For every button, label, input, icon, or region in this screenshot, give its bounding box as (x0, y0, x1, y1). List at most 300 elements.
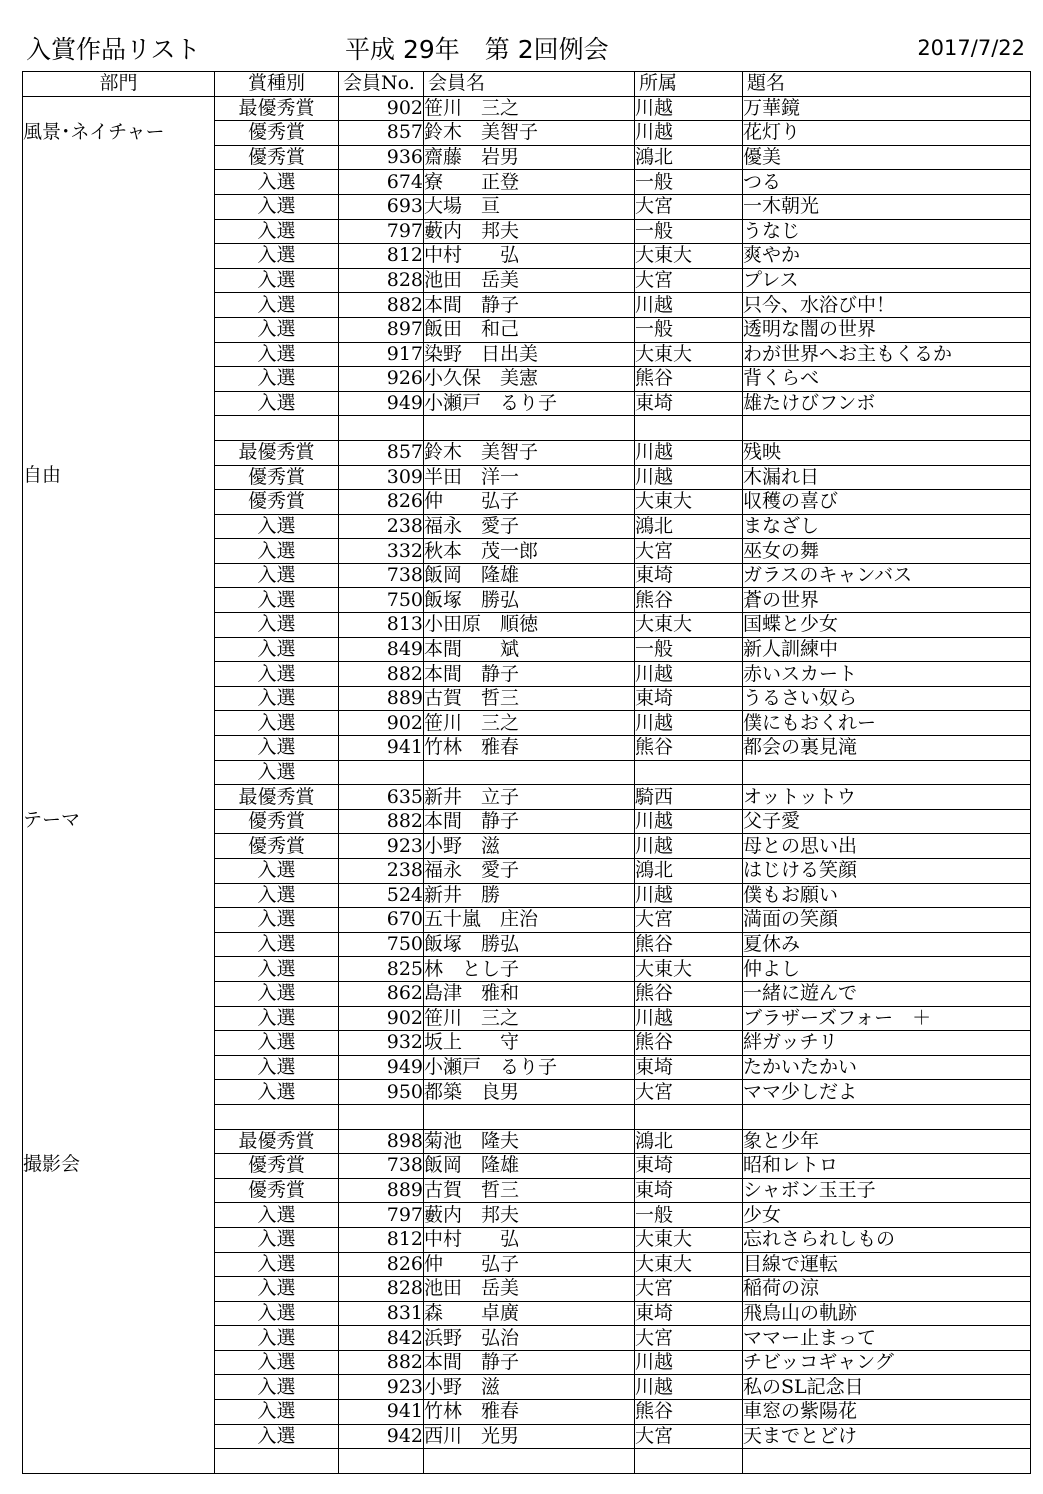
cell-title: 新人訓練中 (743, 637, 1031, 662)
cell-award: 最優秀賞 (215, 440, 339, 465)
cell-award: 入選 (215, 563, 339, 588)
cell-title: うなじ (743, 219, 1031, 244)
cell-name: 菊池 隆夫 (424, 1129, 635, 1154)
cell-title: 車窓の紫陽花 (743, 1400, 1031, 1425)
cell-num: 238 (339, 514, 424, 539)
cell-title: 私のSL記念日 (743, 1375, 1031, 1400)
cell-num: 882 (339, 1350, 424, 1375)
cell-name: 笹川 三之 (424, 711, 635, 736)
page-header (0, 0, 1043, 70)
cell-aff (635, 416, 743, 441)
cell-aff: 川越 (635, 440, 743, 465)
cell-name: 飯岡 隆雄 (424, 1154, 635, 1179)
cell-title: ママー止まって (743, 1326, 1031, 1351)
table-row (23, 440, 1031, 465)
cell-name: 森 卓廣 (424, 1301, 635, 1326)
cell-title: オットットウ (743, 785, 1031, 810)
cell-title (743, 1104, 1031, 1129)
cell-aff: 川越 (635, 834, 743, 859)
cell-award: 入選 (215, 662, 339, 687)
cell-name: 古賀 哲三 (424, 1178, 635, 1203)
section-dept-label: テーマ (23, 808, 81, 831)
cell-award: 入選 (215, 981, 339, 1006)
cell-aff: 川越 (635, 1350, 743, 1375)
cell-num: 949 (339, 1055, 424, 1080)
cell-aff: 大東大 (635, 244, 743, 269)
cell-title (743, 416, 1031, 441)
cell-title: 夏休み (743, 932, 1031, 957)
cell-award: 入選 (215, 194, 339, 219)
cell-num: 635 (339, 785, 424, 810)
meeting-title: 平成 29年 第 2回例会 (345, 35, 609, 64)
cell-name: 五十嵐 庄治 (424, 908, 635, 933)
cell-title: 目線で運転 (743, 1252, 1031, 1277)
cell-name: 飯田 和己 (424, 317, 635, 342)
cell-award: 入選 (215, 244, 339, 269)
cell-award: 入選 (215, 736, 339, 761)
cell-award: 入選 (215, 1326, 339, 1351)
cell-award: 優秀賞 (215, 809, 339, 834)
cell-aff: 東埼 (635, 1055, 743, 1080)
cell-name: 島津 雅和 (424, 981, 635, 1006)
cell-num: 797 (339, 1203, 424, 1228)
cell-title: うるさい奴ら (743, 686, 1031, 711)
cell-award: 最優秀賞 (215, 96, 339, 121)
cell-title: 蒼の世界 (743, 588, 1031, 613)
cell-aff: 鴻北 (635, 1129, 743, 1154)
cell-aff: 東埼 (635, 686, 743, 711)
column-header-num: 会員No. (339, 72, 424, 97)
cell-aff: 東埼 (635, 563, 743, 588)
cell-num: 936 (339, 145, 424, 170)
cell-num: 738 (339, 563, 424, 588)
cell-title: ブラザーズフォー ＋ (743, 1006, 1031, 1031)
cell-title: まなざし (743, 514, 1031, 539)
cell-name: 飯塚 勝弘 (424, 588, 635, 613)
cell-award: 入選 (215, 1031, 339, 1056)
cell-num: 898 (339, 1129, 424, 1154)
cell-name: 半田 洋一 (424, 465, 635, 490)
cell-aff (635, 1449, 743, 1474)
cell-aff: 川越 (635, 809, 743, 834)
cell-award: 入選 (215, 514, 339, 539)
cell-num: 750 (339, 932, 424, 957)
cell-name: 小田原 順徳 (424, 613, 635, 638)
cell-award: 入選 (215, 883, 339, 908)
cell-award: 入選 (215, 1301, 339, 1326)
cell-aff: 一般 (635, 317, 743, 342)
cell-title: 雄たけびフンボ (743, 391, 1031, 416)
cell-name: 新井 勝 (424, 883, 635, 908)
cell-award: 入選 (215, 539, 339, 564)
cell-name: 齋藤 岩男 (424, 145, 635, 170)
cell-title: 少女 (743, 1203, 1031, 1228)
cell-aff: 大宮 (635, 1424, 743, 1449)
cell-aff: 川越 (635, 1006, 743, 1031)
cell-num: 826 (339, 1252, 424, 1277)
cell-aff: 東埼 (635, 1301, 743, 1326)
cell-aff: 大東大 (635, 1227, 743, 1252)
cell-name: 本間 斌 (424, 637, 635, 662)
cell-name: 小野 滋 (424, 834, 635, 859)
cell-num: 941 (339, 736, 424, 761)
cell-award: 入選 (215, 1080, 339, 1105)
cell-num: 238 (339, 859, 424, 884)
cell-aff: 熊谷 (635, 1031, 743, 1056)
cell-num: 923 (339, 1375, 424, 1400)
table-row (23, 785, 1031, 810)
cell-title: 絆ガッチリ (743, 1031, 1031, 1056)
column-header-aff: 所属 (635, 72, 743, 97)
cell-name: 福永 愛子 (424, 859, 635, 884)
cell-award: 入選 (215, 1252, 339, 1277)
cell-num: 674 (339, 170, 424, 195)
cell-num: 897 (339, 317, 424, 342)
cell-name: 本間 静子 (424, 662, 635, 687)
cell-award: 優秀賞 (215, 465, 339, 490)
cell-aff: 騎西 (635, 785, 743, 810)
cell-title: 赤いスカート (743, 662, 1031, 687)
cell-num: 950 (339, 1080, 424, 1105)
cell-aff: 熊谷 (635, 367, 743, 392)
cell-num (339, 1104, 424, 1129)
cell-award: 入選 (215, 1350, 339, 1375)
cell-num: 862 (339, 981, 424, 1006)
cell-num: 738 (339, 1154, 424, 1179)
cell-award: 入選 (215, 293, 339, 318)
cell-award: 優秀賞 (215, 145, 339, 170)
cell-aff: 川越 (635, 1375, 743, 1400)
cell-title: 僕にもおくれー (743, 711, 1031, 736)
document-date: 2017/7/22 (917, 36, 1025, 60)
cell-award: 入選 (215, 1424, 339, 1449)
cell-name: 飯塚 勝弘 (424, 932, 635, 957)
cell-name: 本間 静子 (424, 809, 635, 834)
cell-name: 池田 岳美 (424, 1277, 635, 1302)
section-dept-label: 風景･ネイチャー (23, 120, 165, 143)
cell-name: 林 とし子 (424, 957, 635, 982)
table-body (23, 96, 1031, 1473)
header-row (23, 72, 1031, 97)
cell-num: 857 (339, 121, 424, 146)
cell-name: 中村 弘 (424, 244, 635, 269)
cell-title: 透明な闇の世界 (743, 317, 1031, 342)
cell-name: 都築 良男 (424, 1080, 635, 1105)
cell-aff: 大宮 (635, 539, 743, 564)
cell-title: チビッコギャング (743, 1350, 1031, 1375)
cell-name: 小瀬戸 るり子 (424, 391, 635, 416)
cell-title: 背くらべ (743, 367, 1031, 392)
cell-aff: 熊谷 (635, 981, 743, 1006)
cell-title: 満面の笑顔 (743, 908, 1031, 933)
cell-title: 母との思い出 (743, 834, 1031, 859)
cell-award: 入選 (215, 1227, 339, 1252)
cell-title (743, 1449, 1031, 1474)
cell-award: 入選 (215, 957, 339, 982)
cell-num: 889 (339, 1178, 424, 1203)
cell-award: 入選 (215, 170, 339, 195)
cell-num: 942 (339, 1424, 424, 1449)
cell-title: つる (743, 170, 1031, 195)
cell-aff: 大東大 (635, 613, 743, 638)
cell-name: 小野 滋 (424, 1375, 635, 1400)
cell-award: 入選 (215, 908, 339, 933)
cell-award: 入選 (215, 342, 339, 367)
cell-title: 忘れさられしもの (743, 1227, 1031, 1252)
cell-name: 藪内 邦夫 (424, 1203, 635, 1228)
cell-award: 入選 (215, 932, 339, 957)
cell-award: 入選 (215, 1400, 339, 1425)
cell-award (215, 1104, 339, 1129)
cell-aff: 熊谷 (635, 932, 743, 957)
cell-award (215, 1449, 339, 1474)
cell-num (339, 760, 424, 785)
cell-award: 入選 (215, 711, 339, 736)
cell-name: 大場 亘 (424, 194, 635, 219)
cell-award: 最優秀賞 (215, 785, 339, 810)
cell-aff: 東埼 (635, 391, 743, 416)
cell-name: 藪内 邦夫 (424, 219, 635, 244)
cell-title: 昭和レトロ (743, 1154, 1031, 1179)
cell-aff: 大宮 (635, 1080, 743, 1105)
cell-num: 902 (339, 1006, 424, 1031)
cell-name: 鈴木 美智子 (424, 440, 635, 465)
cell-name: 古賀 哲三 (424, 686, 635, 711)
cell-aff: 川越 (635, 662, 743, 687)
cell-name (424, 760, 635, 785)
cell-num: 693 (339, 194, 424, 219)
cell-title: 仲よし (743, 957, 1031, 982)
cell-aff: 大宮 (635, 194, 743, 219)
column-header-title: 題名 (743, 72, 1031, 97)
section-dept-cell (23, 785, 215, 1129)
cell-title: 花灯り (743, 121, 1031, 146)
cell-award (215, 416, 339, 441)
cell-name: 笹川 三之 (424, 96, 635, 121)
document-title: 入賞作品リスト (26, 35, 201, 64)
cell-aff: 一般 (635, 1203, 743, 1228)
cell-aff: 大東大 (635, 1252, 743, 1277)
cell-num: 813 (339, 613, 424, 638)
cell-award: 入選 (215, 367, 339, 392)
cell-award: 入選 (215, 1055, 339, 1080)
cell-aff: 川越 (635, 883, 743, 908)
cell-title: 万華鏡 (743, 96, 1031, 121)
cell-name: 福永 愛子 (424, 514, 635, 539)
cell-num: 882 (339, 293, 424, 318)
cell-title: 優美 (743, 145, 1031, 170)
cell-aff: 大宮 (635, 268, 743, 293)
cell-title: ガラスのキャンバス (743, 563, 1031, 588)
cell-num: 309 (339, 465, 424, 490)
cell-title: わが世界へお主もくるか (743, 342, 1031, 367)
column-header-award: 賞種別 (215, 72, 339, 97)
cell-num: 332 (339, 539, 424, 564)
cell-award: 入選 (215, 1203, 339, 1228)
cell-title: 国蝶と少女 (743, 613, 1031, 638)
cell-num: 882 (339, 662, 424, 687)
cell-name: 笹川 三之 (424, 1006, 635, 1031)
cell-aff: 川越 (635, 121, 743, 146)
cell-aff (635, 1104, 743, 1129)
cell-title: 稲荷の涼 (743, 1277, 1031, 1302)
column-header-dept: 部門 (23, 72, 215, 97)
cell-name: 新井 立子 (424, 785, 635, 810)
cell-award: 入選 (215, 859, 339, 884)
cell-aff: 大宮 (635, 1277, 743, 1302)
cell-award: 入選 (215, 317, 339, 342)
cell-num: 524 (339, 883, 424, 908)
cell-num: 941 (339, 1400, 424, 1425)
cell-aff: 熊谷 (635, 1400, 743, 1425)
cell-name: 仲 弘子 (424, 490, 635, 515)
cell-title: 只今、水浴び中！ (743, 293, 1031, 318)
cell-aff: 川越 (635, 96, 743, 121)
table-row (23, 96, 1031, 121)
cell-award: 優秀賞 (215, 121, 339, 146)
cell-title: 一緒に遊んで (743, 981, 1031, 1006)
cell-title: 飛鳥山の軌跡 (743, 1301, 1031, 1326)
cell-aff: 鴻北 (635, 145, 743, 170)
cell-aff: 東埼 (635, 1154, 743, 1179)
cell-num (339, 416, 424, 441)
cell-award: 入選 (215, 588, 339, 613)
cell-name: 中村 弘 (424, 1227, 635, 1252)
award-list-table (22, 71, 1031, 1474)
cell-title: 巫女の舞 (743, 539, 1031, 564)
cell-aff: 川越 (635, 465, 743, 490)
cell-title: 父子愛 (743, 809, 1031, 834)
cell-title: 僕もお願い (743, 883, 1031, 908)
cell-name (424, 1449, 635, 1474)
cell-name: 坂上 守 (424, 1031, 635, 1056)
cell-num: 949 (339, 391, 424, 416)
cell-award: 優秀賞 (215, 490, 339, 515)
cell-award: 入選 (215, 219, 339, 244)
section-dept-cell (23, 96, 215, 440)
cell-award: 優秀賞 (215, 1154, 339, 1179)
cell-award: 入選 (215, 637, 339, 662)
cell-title: はじける笑顔 (743, 859, 1031, 884)
cell-aff: 一般 (635, 637, 743, 662)
cell-name: 西川 光男 (424, 1424, 635, 1449)
cell-aff: 一般 (635, 219, 743, 244)
cell-title: 木漏れ日 (743, 465, 1031, 490)
cell-num: 831 (339, 1301, 424, 1326)
cell-num: 812 (339, 1227, 424, 1252)
cell-name: 池田 岳美 (424, 268, 635, 293)
cell-aff: 一般 (635, 170, 743, 195)
cell-name: 本間 静子 (424, 293, 635, 318)
cell-title: 都会の裏見滝 (743, 736, 1031, 761)
cell-award: 優秀賞 (215, 834, 339, 859)
cell-name: 鈴木 美智子 (424, 121, 635, 146)
cell-aff: 熊谷 (635, 736, 743, 761)
cell-aff: 大宮 (635, 1326, 743, 1351)
cell-award: 入選 (215, 613, 339, 638)
cell-name: 竹林 雅春 (424, 1400, 635, 1425)
cell-name (424, 1104, 635, 1129)
cell-title (743, 760, 1031, 785)
cell-aff: 鴻北 (635, 859, 743, 884)
cell-title: 象と少年 (743, 1129, 1031, 1154)
cell-num: 826 (339, 490, 424, 515)
cell-aff: 川越 (635, 293, 743, 318)
cell-award: 入選 (215, 391, 339, 416)
cell-num: 923 (339, 834, 424, 859)
cell-num: 857 (339, 440, 424, 465)
cell-name: 飯岡 隆雄 (424, 563, 635, 588)
cell-num: 828 (339, 1277, 424, 1302)
section-dept-cell (23, 1129, 215, 1473)
cell-num: 842 (339, 1326, 424, 1351)
cell-title: 一木朝光 (743, 194, 1031, 219)
cell-num: 882 (339, 809, 424, 834)
cell-num: 849 (339, 637, 424, 662)
cell-title: プレス (743, 268, 1031, 293)
cell-num: 828 (339, 268, 424, 293)
cell-aff: 東埼 (635, 1178, 743, 1203)
cell-award: 入選 (215, 686, 339, 711)
cell-name (424, 416, 635, 441)
cell-aff: 大宮 (635, 908, 743, 933)
cell-title: シャボン玉王子 (743, 1178, 1031, 1203)
cell-num: 926 (339, 367, 424, 392)
cell-name: 仲 弘子 (424, 1252, 635, 1277)
cell-title: 残映 (743, 440, 1031, 465)
cell-name: 本間 静子 (424, 1350, 635, 1375)
cell-name: 秋本 茂一郎 (424, 539, 635, 564)
cell-name: 染野 日出美 (424, 342, 635, 367)
cell-aff: 川越 (635, 711, 743, 736)
cell-award: 入選 (215, 1006, 339, 1031)
cell-award: 入選 (215, 268, 339, 293)
cell-name: 浜野 弘治 (424, 1326, 635, 1351)
cell-num: 889 (339, 686, 424, 711)
cell-name: 小久保 美憲 (424, 367, 635, 392)
cell-num: 825 (339, 957, 424, 982)
cell-title: たかいたかい (743, 1055, 1031, 1080)
cell-num: 917 (339, 342, 424, 367)
cell-num: 797 (339, 219, 424, 244)
cell-name: 小瀬戸 るり子 (424, 1055, 635, 1080)
cell-award: 入選 (215, 1277, 339, 1302)
cell-num: 902 (339, 96, 424, 121)
table-row (23, 1129, 1031, 1154)
cell-aff: 大東大 (635, 957, 743, 982)
section-dept-label: 自由 (23, 464, 62, 487)
cell-num: 750 (339, 588, 424, 613)
cell-title: 天までとどけ (743, 1424, 1031, 1449)
cell-aff: 鴻北 (635, 514, 743, 539)
cell-title: 収穫の喜び (743, 490, 1031, 515)
cell-title: 爽やか (743, 244, 1031, 269)
cell-num (339, 1449, 424, 1474)
cell-aff (635, 760, 743, 785)
cell-num: 812 (339, 244, 424, 269)
cell-num: 670 (339, 908, 424, 933)
cell-aff: 熊谷 (635, 588, 743, 613)
cell-award: 入選 (215, 760, 339, 785)
cell-name: 寮 正登 (424, 170, 635, 195)
cell-num: 932 (339, 1031, 424, 1056)
cell-award: 入選 (215, 1375, 339, 1400)
cell-aff: 大東大 (635, 490, 743, 515)
section-dept-cell (23, 440, 215, 784)
section-dept-label: 撮影会 (23, 1153, 81, 1176)
cell-num: 902 (339, 711, 424, 736)
cell-aff: 大東大 (635, 342, 743, 367)
